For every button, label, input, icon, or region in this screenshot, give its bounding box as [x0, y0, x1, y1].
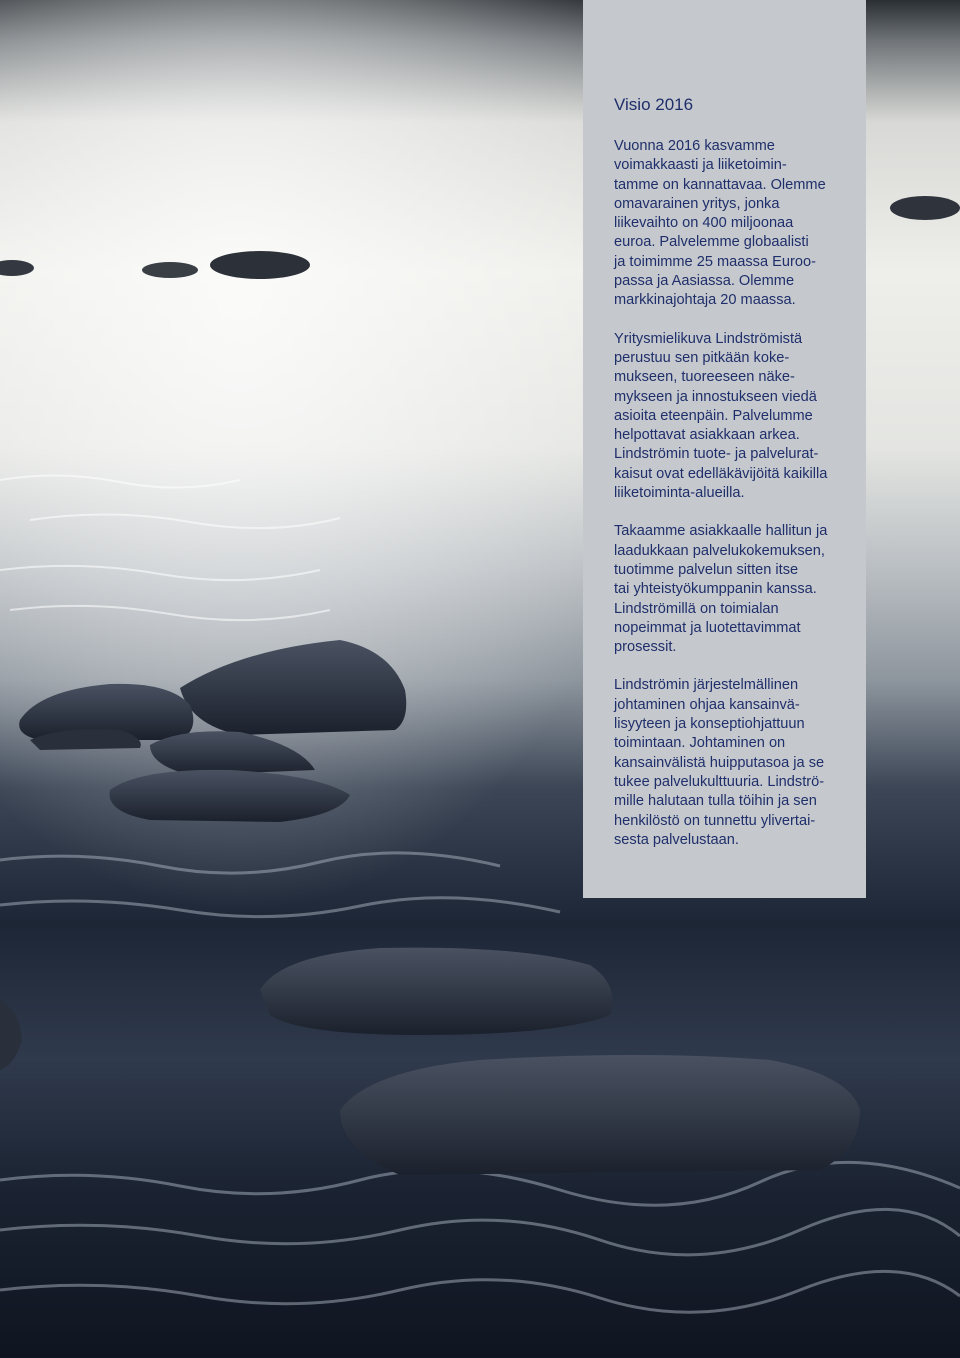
visio-title: Visio 2016 — [614, 95, 694, 114]
visio-paragraph-image: Yritysmielikuva Lindströmistä perustuu sen pitkään koke- mukseen, tuoreeseen näke- mykseen ja innostukseen viedä asioita eteenpäin. Palvelumme helpottavat asiakkaan arkea. Lindströmin tuote- ja palvelurat- kaisut ovat edelläkävijöitä kaikilla liiketoiminta-alueilla. — [614, 330, 828, 502]
visio-paragraph-service: Takaamme asiakkaalle hallitun ja laadukkaan palvelukokemuksen, tuotimme palvelun sitten itse tai yhteistyökumppanin kanssa. Lindströmillä on toimialan nopeimmat ja luotettavimmat prosessit. — [614, 523, 828, 656]
visio-panel — [583, 0, 866, 898]
visio-paragraph-leadership: Lindströmin järjestelmällinen johtaminen ohjaa kansainvä- lisyyteen ja konseptiohjattuun toimintaan. Johtaminen on kansainvälistä huipputasoa ja se tukee palvelukulttuuria. Lindströ- mille halutaan tulla töihin ja sen henkilöstö on tunnettu ylivertai- sesta palvelustaan. — [614, 677, 825, 848]
visio-paragraph-growth: Vuonna 2016 kasvamme voimakkaasti ja liiketoimin- tamme on kannattavaa. Olemme omavarainen yritys, jonka liikevaihto on 400 miljoonaa euroa. Palvelemme globaalisti ja toimimme 25 maassa Euroo- passa ja Aasiassa. Olemme markkinajohtaja 20 maassa. — [614, 138, 826, 309]
